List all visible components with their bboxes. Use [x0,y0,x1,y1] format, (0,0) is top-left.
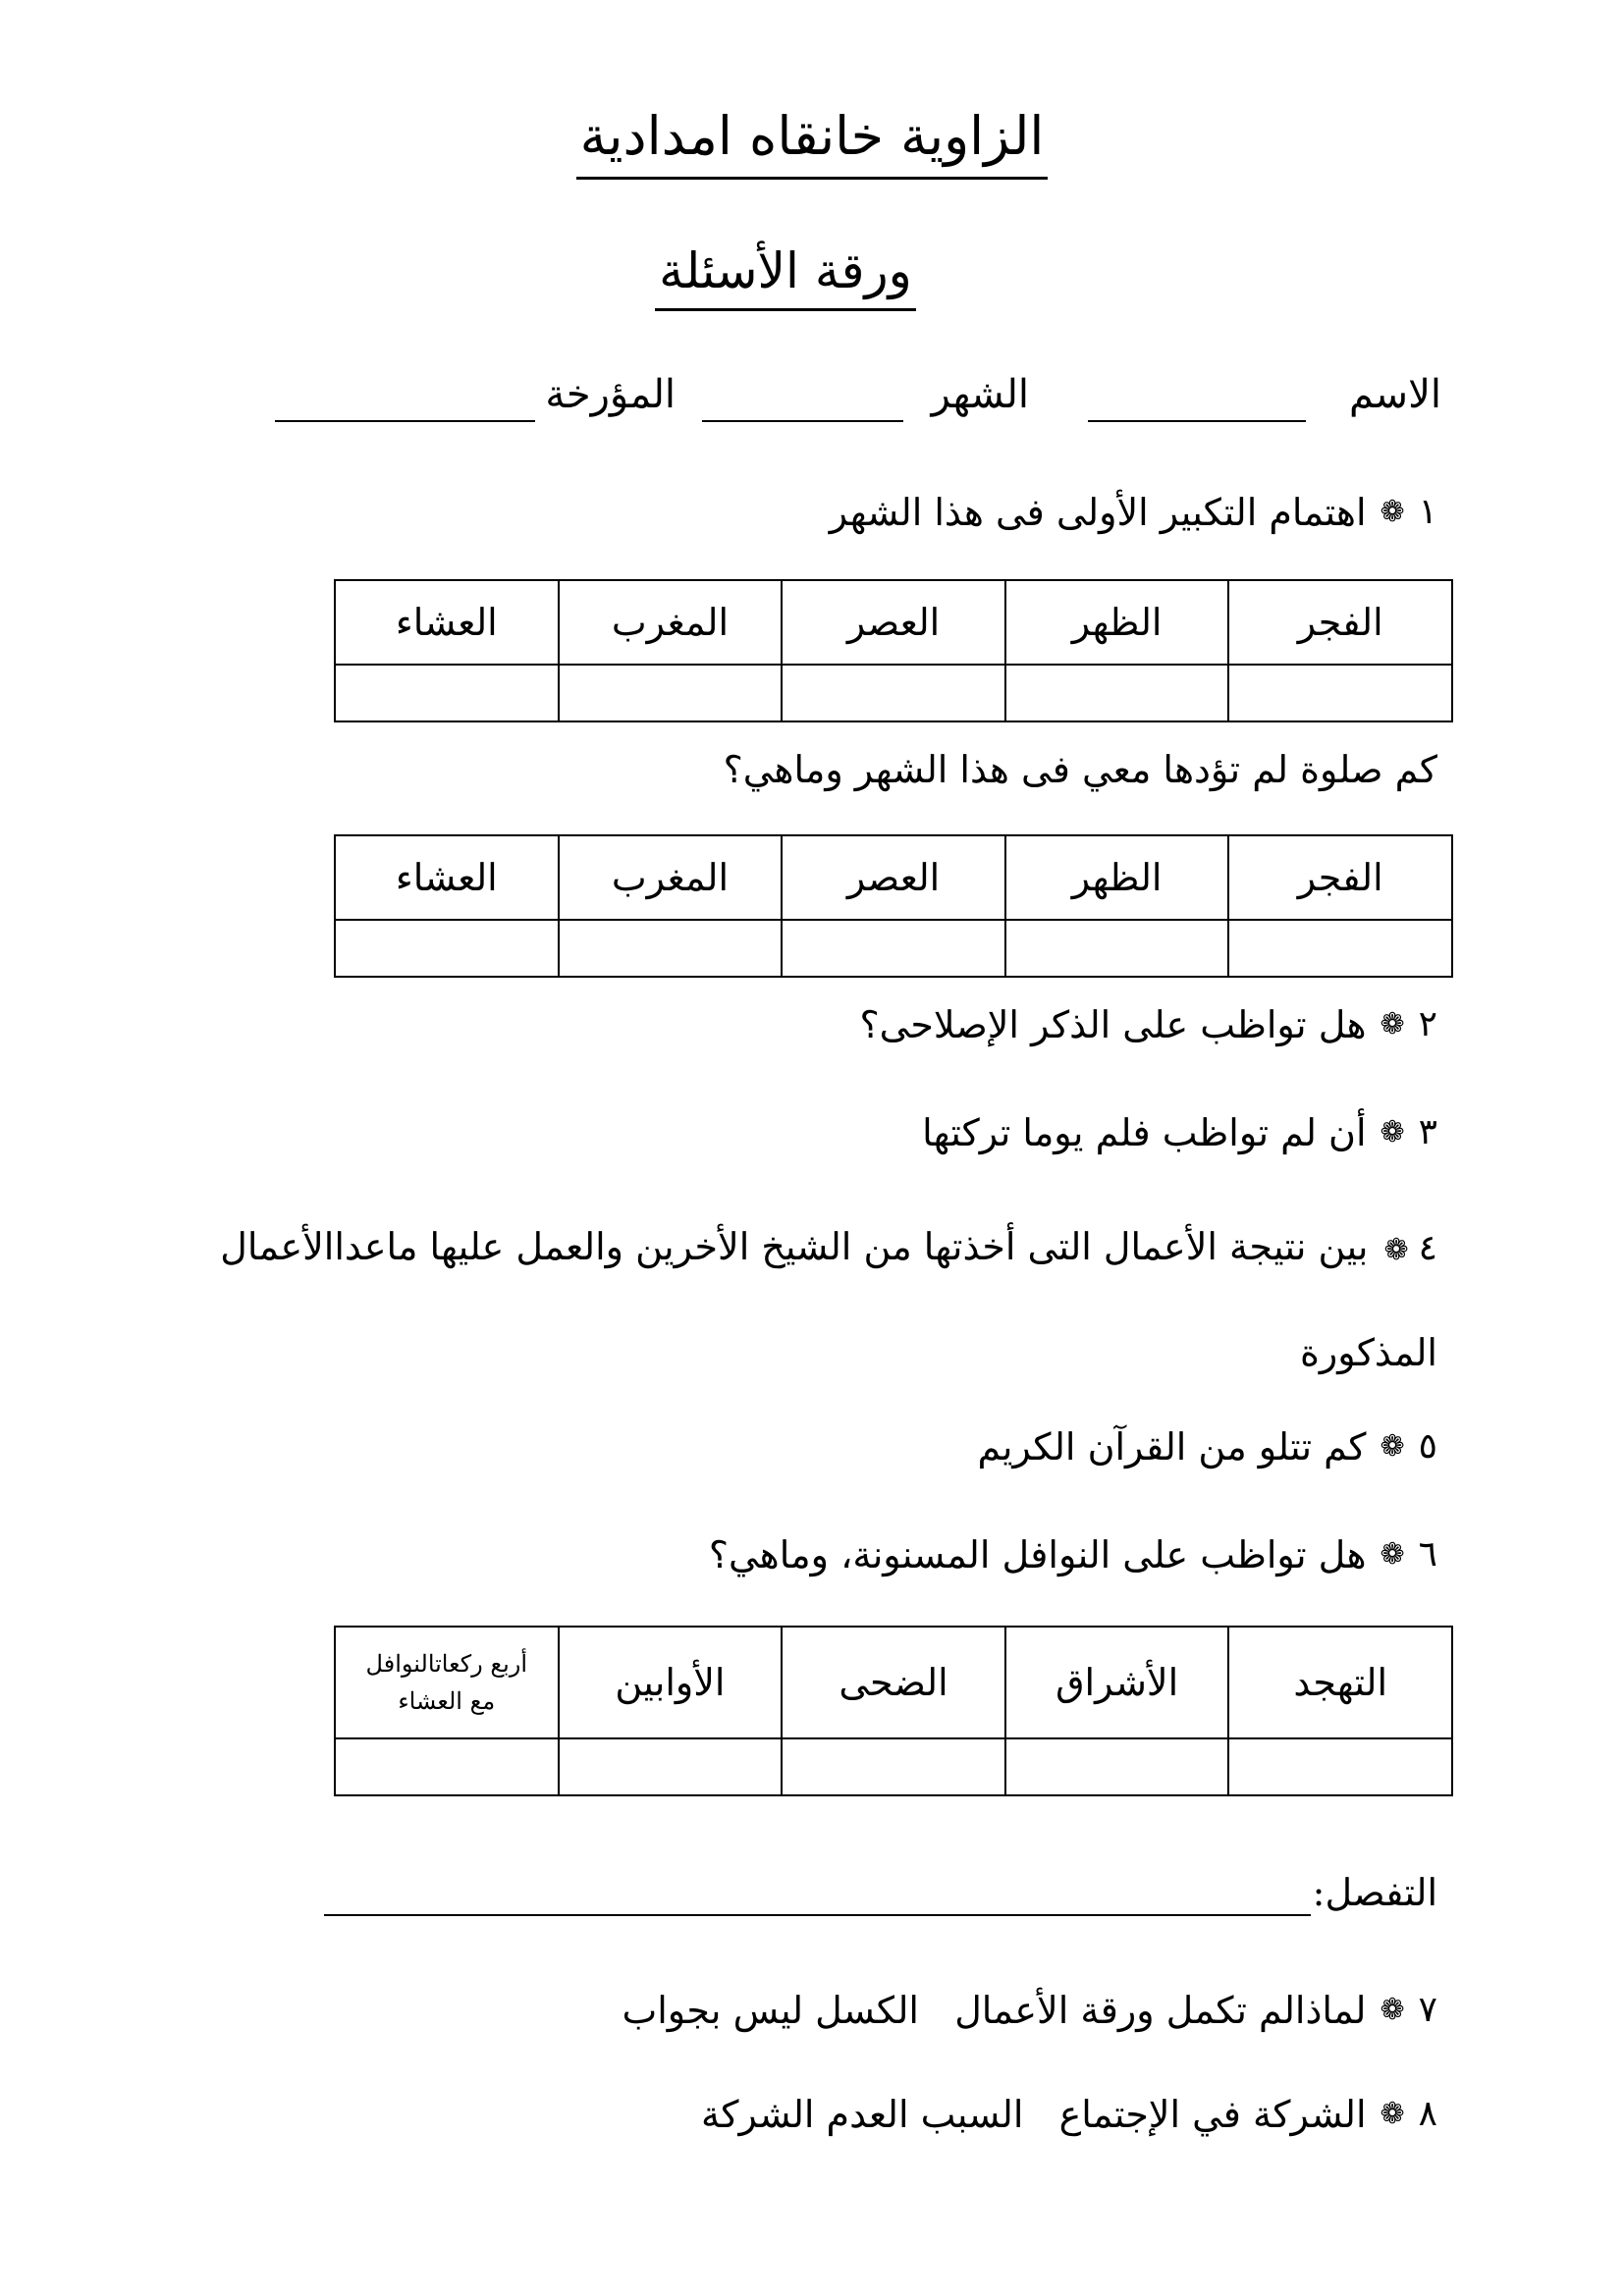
col-asr: العصر [782,580,1005,665]
question-1b [724,742,1437,797]
question-1 [830,485,1437,540]
question-6 [709,1527,1437,1582]
answer-cell-fajr[interactable] [1228,665,1452,721]
answer-cell-awwabin[interactable] [559,1738,783,1795]
question-8 [701,2087,1437,2142]
ornament-icon: ❁ [1383,1233,1409,1267]
header-line-2: مع العشاء [398,1687,496,1715]
ornament-icon: ❁ [1380,1007,1405,1041]
col-duha: الضحى [782,1627,1005,1738]
col-fajr: الفجر [1228,835,1452,920]
ornament-icon: ❁ [1380,1993,1405,2027]
question-7 [622,1983,1437,2038]
question-text: اهتمام التكبير الأولى فى هذا الشهر [829,491,1367,534]
question-number: ٦ [1418,1534,1437,1575]
answer-cell-isha-nawafil[interactable] [335,1738,559,1795]
col-zuhr: الظهر [1005,580,1229,665]
col-maghrib: المغرب [559,835,783,920]
question-text: هل تواظب على النوافل المسنونة، وماهي؟ [708,1533,1367,1576]
ornament-icon: ❁ [1380,1537,1405,1572]
answer-cell-maghrib[interactable] [559,920,783,977]
page-subtitle: ورقة الأسئلة [0,236,1571,311]
ornament-icon: ❁ [1380,2097,1405,2131]
details-field[interactable] [324,1914,1311,1916]
question-text: بين نتيجة الأعمال التى أخذتها من الشيخ الأخرين والعمل عليها ماعداالأعمال المذكورة [220,1225,1437,1374]
missed-prayers-table [334,834,1453,978]
question-5 [978,1419,1437,1474]
answer-cell-isha[interactable] [335,665,559,721]
answer-cell-ishraq[interactable] [1005,1738,1229,1795]
ornament-icon: ❁ [1380,495,1405,529]
answer-cell-fajr[interactable] [1228,920,1452,977]
date-label: المؤرخة [545,372,676,417]
question-text: لماذالم تكمل ورقة الأعمال الكسل ليس بجواب [622,1989,1367,2032]
col-isha: العشاء [335,580,559,665]
question-text: أن لم تواظب فلم يوما تركتها [922,1111,1367,1154]
header-line-1: أربع ركعاتالنوافل [365,1650,528,1678]
question-2 [859,997,1437,1052]
answer-cell-maghrib[interactable] [559,665,783,721]
col-fajr: الفجر [1228,580,1452,665]
answer-cell-zuhr[interactable] [1005,920,1229,977]
month-field[interactable] [702,420,903,422]
question-4 [132,1196,1437,1404]
name-label: الاسم [1348,372,1441,417]
answer-cell-asr[interactable] [782,920,1005,977]
answer-cell-zuhr[interactable] [1005,665,1229,721]
question-text: هل تواظب على الذكر الإصلاحى؟ [859,1003,1367,1046]
col-isha: العشاء [335,835,559,920]
ornament-icon: ❁ [1380,1429,1405,1464]
page-title: الزاوية خانقاه امدادية [0,98,1624,180]
col-awwabin: الأوابين [559,1627,783,1738]
ornament-icon: ❁ [1380,1115,1405,1149]
question-number: ٧ [1418,1990,1437,2030]
col-zuhr: الظهر [1005,835,1229,920]
question-number: ٣ [1418,1112,1437,1152]
question-text: الشركة في الإجتماع السبب العدم الشركة [701,2093,1367,2136]
question-number: ٨ [1418,2094,1437,2134]
question-text: كم تتلو من القرآن الكريم [977,1425,1367,1468]
col-isha-nawafil [335,1627,559,1738]
question-number: ١ [1418,492,1437,532]
takbir-table [334,579,1453,722]
question-number: ٥ [1418,1426,1437,1467]
name-field[interactable] [1088,420,1306,422]
question-number: ٤ [1418,1228,1437,1268]
col-ishraq: الأشراق [1005,1627,1229,1738]
question-text: كم صلوة لم تؤدها معي فى هذا الشهر وماهي؟ [723,748,1437,791]
details-label: التفصل: [1312,1871,1437,1914]
answer-cell-duha[interactable] [782,1738,1005,1795]
answer-cell-isha[interactable] [335,920,559,977]
question-number: ٢ [1418,1004,1437,1044]
answer-cell-asr[interactable] [782,665,1005,721]
nawafil-table [334,1626,1453,1796]
col-tahajjud: التهجد [1228,1627,1452,1738]
col-asr: العصر [782,835,1005,920]
col-maghrib: المغرب [559,580,783,665]
answer-cell-tahajjud[interactable] [1228,1738,1452,1795]
question-3 [922,1105,1437,1160]
date-field[interactable] [275,420,535,422]
month-label: الشهر [931,372,1029,417]
